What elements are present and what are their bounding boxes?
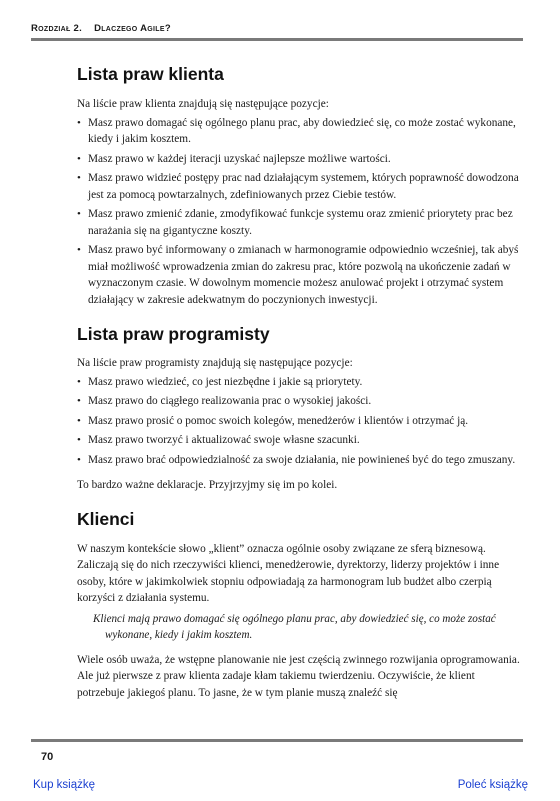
list-item: • Masz prawo w każdej iteracji uzyskać najlepsze możliwe wartości. — [77, 151, 524, 168]
client-rights-list — [77, 115, 524, 309]
page-body — [77, 60, 524, 701]
programmer-rights-closing: To bardzo ważne deklaracje. Przyjrzyjmy się im po kolei. — [77, 479, 338, 491]
bullet-icon: • — [77, 375, 81, 388]
footer-rule — [31, 739, 523, 742]
section-heading-client-rights: Lista praw klienta — [77, 64, 224, 84]
clients-paragraph: W naszym kontekście słowo „klient” oznacza ogólnie osoby związane ze sferą biznesową. Zaliczają się do nich rzeczywiści klienci, menedżerowie, dyrektorzy, liderzy projektów i inne osoby, które w jakimkolwiek stopniu odpowiadają za harmonogram lub budżet albo czerpią korzyści z działania systemu. — [77, 542, 500, 604]
list-item: • Masz prawo zmienić zdanie, zmodyfikować funkcje systemu oraz zmienić priorytety prac bez narażania się na gigantyczne koszty. — [77, 208, 513, 237]
bullet-icon: • — [77, 244, 81, 256]
list-item: • Masz prawo tworzyć i aktualizować swoje własne szacunki. — [77, 432, 524, 449]
clients-quote — [77, 611, 524, 643]
client-rights-intro: Na liście praw klienta znajdują się następujące pozycje: — [77, 98, 329, 110]
header-rule — [31, 38, 523, 41]
programmer-rights-intro: Na liście praw programisty znajdują się następujące pozycje: — [77, 357, 353, 369]
quote-line: Klienci mają prawo domagać się ogólnego planu prac, aby dowiedzieć się, co może zostać — [93, 612, 496, 625]
section-heading-clients: Klienci — [77, 508, 135, 529]
list-item: • Masz prawo do ciągłego realizowania prac o wysokiej jakości. — [77, 393, 524, 410]
list-item: • Masz prawo być informowany o zmianach w harmonogramie odpowiednio wcześniej, tak abyś miał możliwość wprowadzenia zmian do zakresu prac, które pozwolą na ukończenie zadań w wyznaczonym czasie. W dowolnym momencie możesz anulować projekt i otrzymać system działający w zakresie adekwatnym do poczynionych inwestycji. — [77, 244, 519, 306]
bullet-icon: • — [77, 208, 81, 220]
quote-line: wykonane, kiedy i jakim kosztem. — [105, 628, 253, 641]
chapter-number: Rozdział 2. — [31, 23, 83, 34]
chapter-title: Dlaczego Agile? — [94, 23, 171, 34]
bullet-icon: • — [77, 116, 81, 129]
list-item: • Masz prawo brać odpowiedzialność za swoje działania, nie powinieneś być do tego zmuszany. — [77, 452, 524, 469]
list-item: • Masz prawo domagać się ogólnego planu prac, aby dowiedzieć się, co może zostać wykonane, kiedy i jakim kosztem. — [77, 116, 516, 145]
bullet-icon: • — [77, 395, 81, 407]
section-heading-programmer-rights: Lista praw programisty — [77, 324, 270, 344]
bullet-icon: • — [77, 434, 81, 446]
list-item: • Masz prawo prosić o pomoc swoich kolegów, menedżerów i klientów i otrzymać ją. — [77, 413, 524, 430]
clients-paragraph: Wiele osób uważa, że wstępne planowanie nie jest częścią zwinnego rozwijania oprogramowania. Ale już pierwsze z praw klienta zadaje kłam takiemu twierdzeniu. Oczywiście, że klient potrzebuje jakiegoś planu. To jasne, że w tym planie muszą znaleźć się — [77, 653, 520, 699]
bullet-icon: • — [77, 453, 81, 466]
bullet-icon: • — [77, 152, 81, 165]
buy-book-link[interactable]: Kup książkę — [33, 779, 96, 791]
bullet-icon: • — [77, 414, 81, 427]
bullet-icon: • — [77, 172, 81, 184]
rate-book-link[interactable]: Poleć książkę — [457, 779, 528, 791]
running-header — [31, 23, 526, 34]
page-number: 70 — [41, 751, 54, 763]
list-item: • Masz prawo wiedzieć, co jest niezbędne i jakie są priorytety. — [77, 374, 524, 391]
programmer-rights-list — [77, 374, 524, 469]
list-item: • Masz prawo widzieć postępy prac nad działającym systemem, których poprawność dowodzona jest za pomocą powtarzalnych, zdefiniowanych przez Ciebie testów. — [77, 172, 519, 201]
